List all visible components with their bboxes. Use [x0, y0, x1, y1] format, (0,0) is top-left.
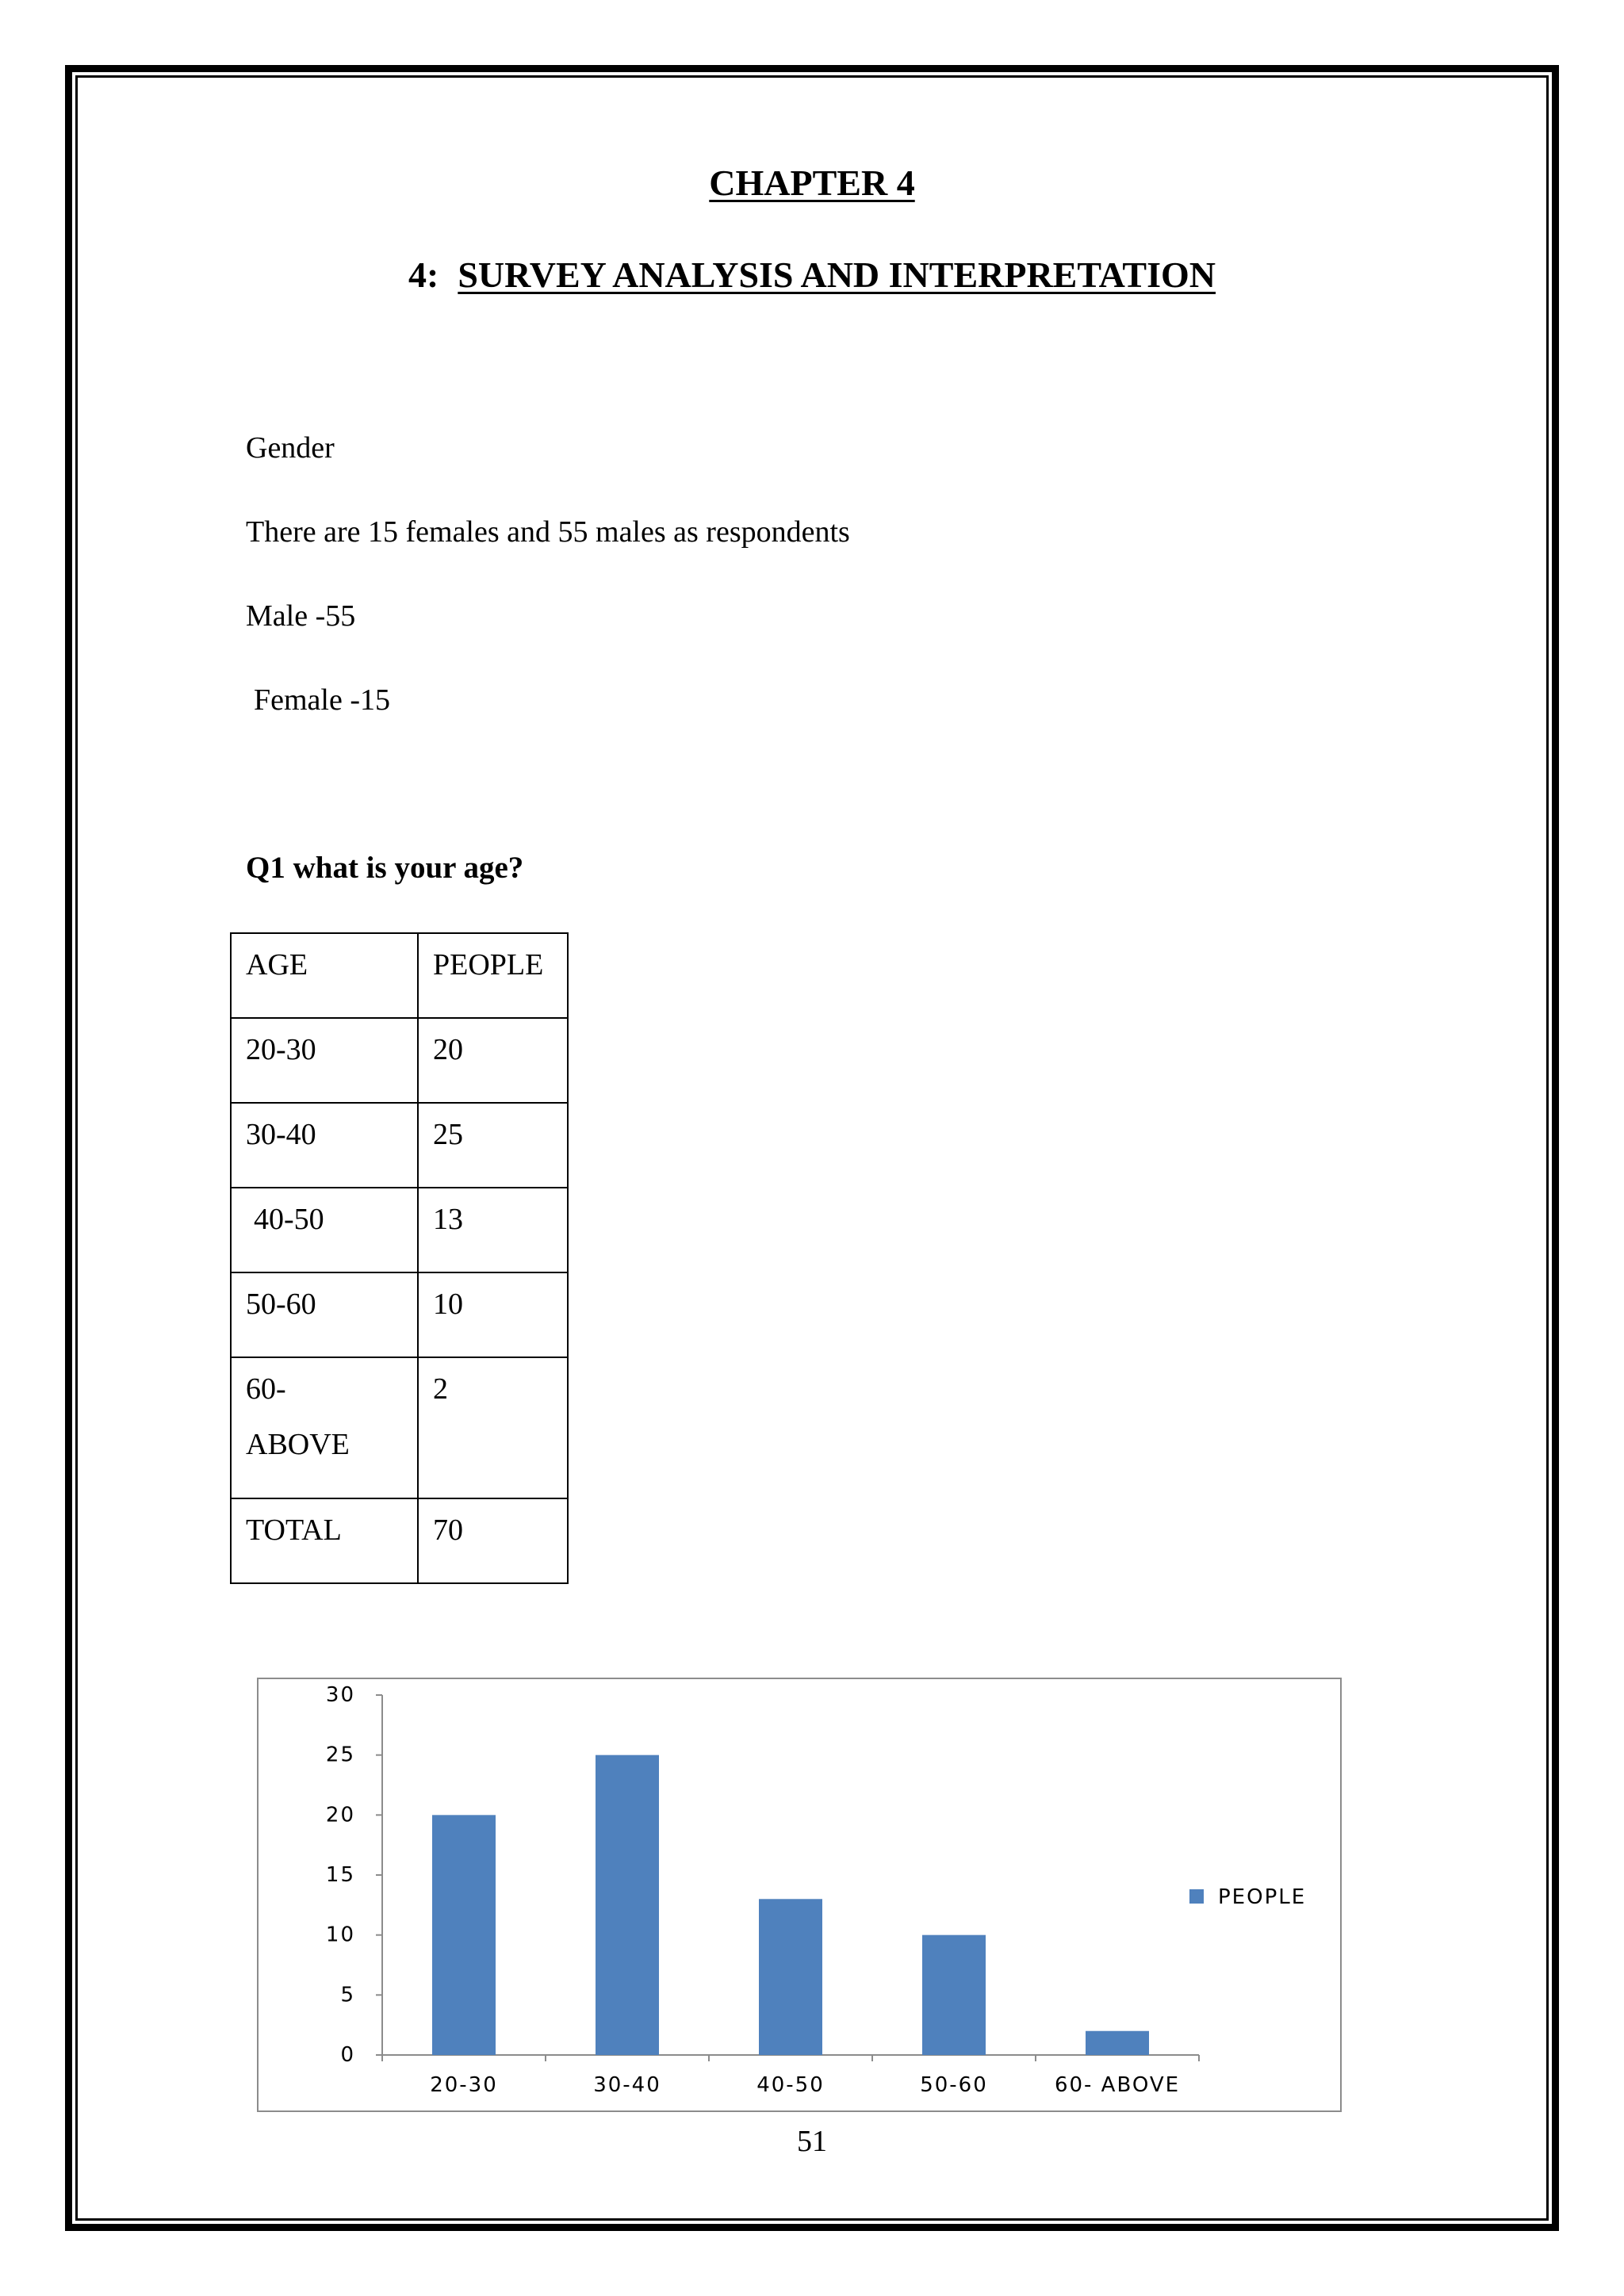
section-title: SURVEY ANALYSIS AND INTERPRETATION: [458, 254, 1216, 295]
x-tick-label: 20-30: [430, 2073, 498, 2097]
section-heading: [0, 249, 1624, 301]
table-cell: 20: [418, 1018, 568, 1103]
table-cell: 70: [418, 1498, 568, 1583]
table-cell: 50-60: [231, 1272, 418, 1357]
table-row: [231, 1498, 568, 1583]
table-cell: 10: [418, 1272, 568, 1357]
table-cell: 25: [418, 1103, 568, 1188]
chapter-heading: CHAPTER 4: [709, 163, 915, 203]
gender-summary: There are 15 females and 55 males as respondents: [246, 515, 850, 549]
table-header-cell: AGE: [231, 933, 418, 1018]
x-tick-label: 60- ABOVE: [1054, 2073, 1181, 2097]
y-tick-label: 20: [325, 1803, 355, 1827]
age-table: [230, 932, 569, 1584]
y-tick-label: 30: [325, 1683, 355, 1707]
gender-female: Female -15: [254, 683, 391, 717]
table-cell: TOTAL: [231, 1498, 418, 1583]
table-cell: 60- ABOVE: [231, 1357, 418, 1498]
bar-60-above: [1086, 2031, 1149, 2055]
table-cell: 13: [418, 1188, 568, 1272]
y-tick-label: 15: [325, 1863, 355, 1887]
page-number: 51: [797, 2125, 827, 2158]
legend-label: PEOPLE: [1218, 1885, 1307, 1909]
x-tick-label: 30-40: [593, 2073, 661, 2097]
table-cell: 2: [418, 1357, 568, 1498]
table-row: [231, 1018, 568, 1103]
chart-canvas: [259, 1679, 1340, 2110]
x-tick-label: 50-60: [920, 2073, 988, 2097]
y-tick-label: 10: [325, 1923, 355, 1947]
x-tick-label: 40-50: [756, 2073, 825, 2097]
gender-male: Male -55: [246, 599, 356, 633]
y-tick-label: 5: [340, 1983, 355, 2007]
bar-40-50: [759, 1899, 822, 2055]
table-row: [231, 1103, 568, 1188]
table-cell: 40-50: [231, 1188, 418, 1272]
table-header-row: [231, 933, 568, 1018]
gender-heading: Gender: [246, 431, 335, 465]
y-tick-label: 25: [325, 1743, 355, 1767]
legend-swatch: [1189, 1889, 1204, 1904]
y-tick-label: 0: [340, 2043, 355, 2067]
table-row: [231, 1272, 568, 1357]
bar-20-30: [432, 1815, 496, 2055]
table-header-cell: PEOPLE: [418, 933, 568, 1018]
table-cell: 30-40: [231, 1103, 418, 1188]
bar-50-60: [922, 1935, 986, 2055]
table-cell: 20-30: [231, 1018, 418, 1103]
section-number: 4:: [408, 254, 439, 295]
table-row: [231, 1357, 568, 1498]
age-bar-chart: [257, 1678, 1342, 2112]
question-1: Q1 what is your age?: [246, 851, 524, 885]
table-row: [231, 1188, 568, 1272]
bar-30-40: [596, 1755, 659, 2055]
